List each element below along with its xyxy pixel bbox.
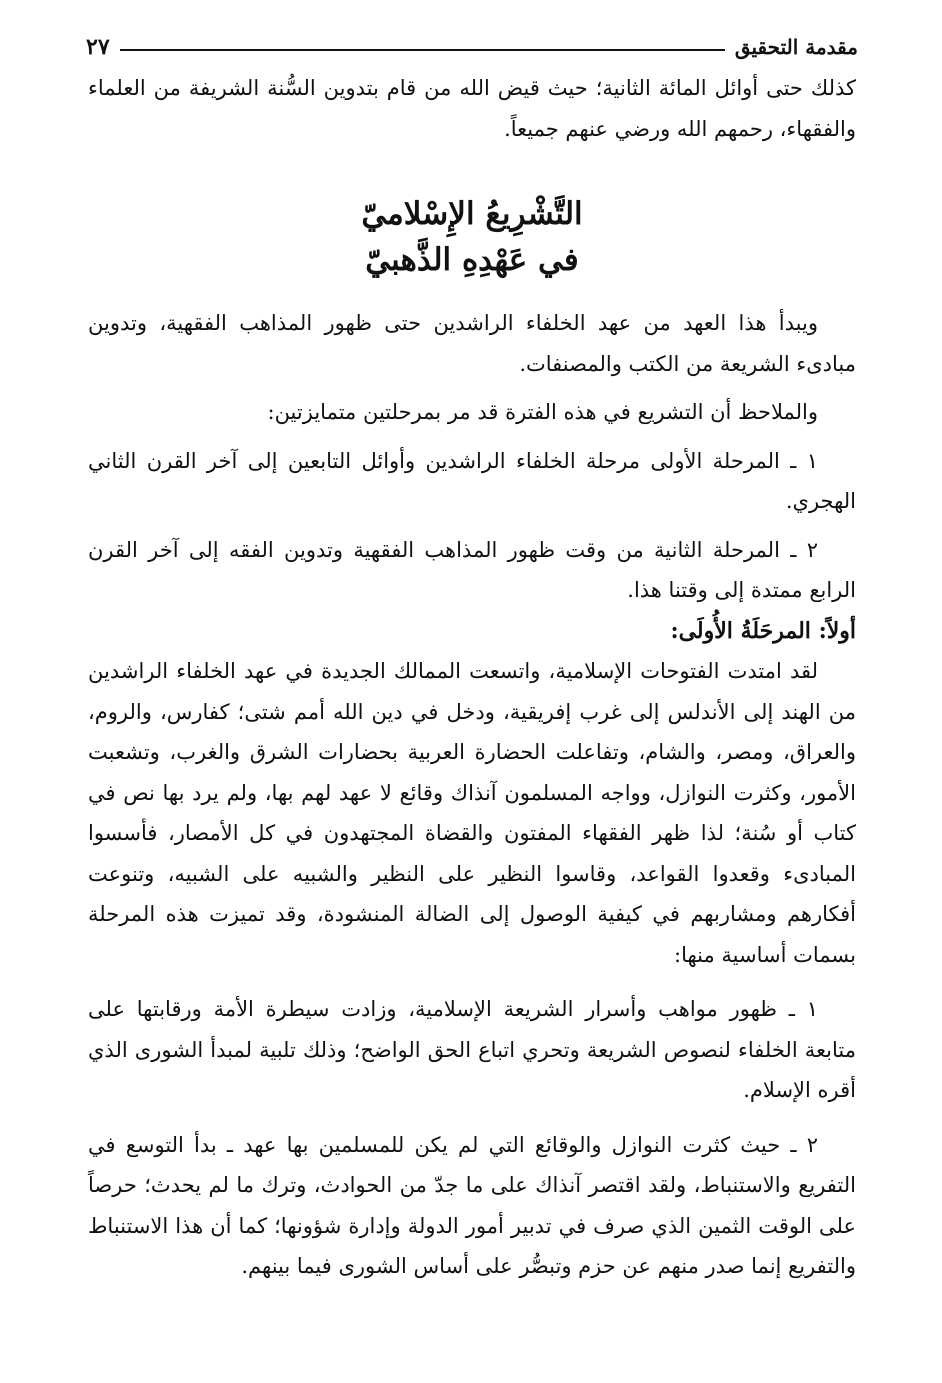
- spacer: [88, 433, 856, 441]
- running-header: [86, 30, 858, 64]
- first-stage-heading: أولاً: المرحَلَةُ الأُولَى:: [670, 617, 856, 644]
- page-number: ٢٧: [86, 34, 110, 60]
- point-one: ١ ـ ظهور مواهب وأسرار الشريعة الإسلامية، وزادت سيطرة الأمة ورقابتها على متابعة الخلفاء لنصوص الشريعة وتحري اتباع الحق الواضح؛ وذلك تلبية لمبدأ الشورى الذي أقره الإسلام.: [88, 997, 856, 1102]
- paragraph-stage-one: ١ ـ المرحلة الأولى مرحلة الخلفاء الراشدين وأوائل التابعين إلى آخر القرن الثاني الهجري.: [88, 448, 856, 513]
- spacer: [88, 384, 856, 392]
- point-two: ٢ ـ حيث كثرت النوازل والوقائع التي لم يكن للمسلمين بها عهد ـ بدأ التوسع في التفريع والاستنباط، ولقد اقتصر آنذاك على ما جدّ من الحوادث، وترك ما لم يحدث؛ حرصاً على الوقت الثمين الذي صرف في تدبير أمور الدولة وإدارة شؤونها؛ كما أن هذا الاستنباط والتفريع إنما صدر منهم عن حزم وتبصُّر على أساس الشورى فيما بينهم.: [88, 1132, 856, 1278]
- page-body: [88, 68, 856, 1287]
- intro-paragraph: كذلك حتى أوائل المائة الثانية؛ حيث قيض الله من قام بتدوين السُّنة الشريفة من العلماء والفقهاء، رحمهم الله ورضي عنهم جميعاً.: [88, 76, 856, 141]
- paragraph-two-stages: والملاحظ أن التشريع في هذه الفترة قد مر بمرحلتين متمايزتين:: [267, 400, 818, 424]
- spacer: [88, 1111, 856, 1125]
- paragraph-era-definition: ويبدأ هذا العهد من عهد الخلفاء الراشدين حتى ظهور المذاهب الفقهية، وتدوين مبادىء الشريعة من الكتب والمصنفات.: [88, 311, 856, 376]
- spacer: [88, 975, 856, 989]
- first-stage-paragraph: لقد امتدت الفتوحات الإسلامية، واتسعت الممالك الجديدة في عهد الخلفاء الراشدين من الهند إلى الأندلس إلى غرب إفريقية، ودخل في دين الله أمم شتى؛ كفارس، والروم، والعراق، ومصر، والشام، وتفاعلت الحضارة العربية بحضارات الشرق والغرب، وتشعبت الأمور، وكثرت النوازل، وواجه المسلمون آنذاك وقائع لا عهد لهم بها، ولم يرد بها نص في كتاب أو سُنة؛ لذا ظهر الفقهاء المفتون والقضاة المجتهدون في كل الأمصار، فأسسوا المبادىء وقعدوا القواعد، وقاسوا النظير على النظير والشبيه على الشبيه، وتنوعت أفكارهم ومشاربهم في كيفية الوصول إلى الضالة المنشودة، وقد تميزت هذه المرحلة بسمات أساسية منها:: [88, 659, 856, 967]
- chapter-heading: [88, 191, 856, 283]
- paragraph-stage-two: ٢ ـ المرحلة الثانية من وقت ظهور المذاهب الفقهية وتدوين الفقه إلى آخر القرن الرابع ممتدة إلى وقتنا هذا.: [88, 537, 856, 602]
- header-rule: [120, 49, 725, 51]
- running-header-title: مقدمة التحقيق: [734, 35, 858, 59]
- chapter-heading-line-2: في عَهْدِهِ الذَّهبيّ: [365, 242, 579, 278]
- first-stage-section: [88, 611, 856, 652]
- spacer: [88, 522, 856, 530]
- chapter-heading-line-1: التَّشْرِيعُ الإِسْلاميّ: [361, 196, 583, 232]
